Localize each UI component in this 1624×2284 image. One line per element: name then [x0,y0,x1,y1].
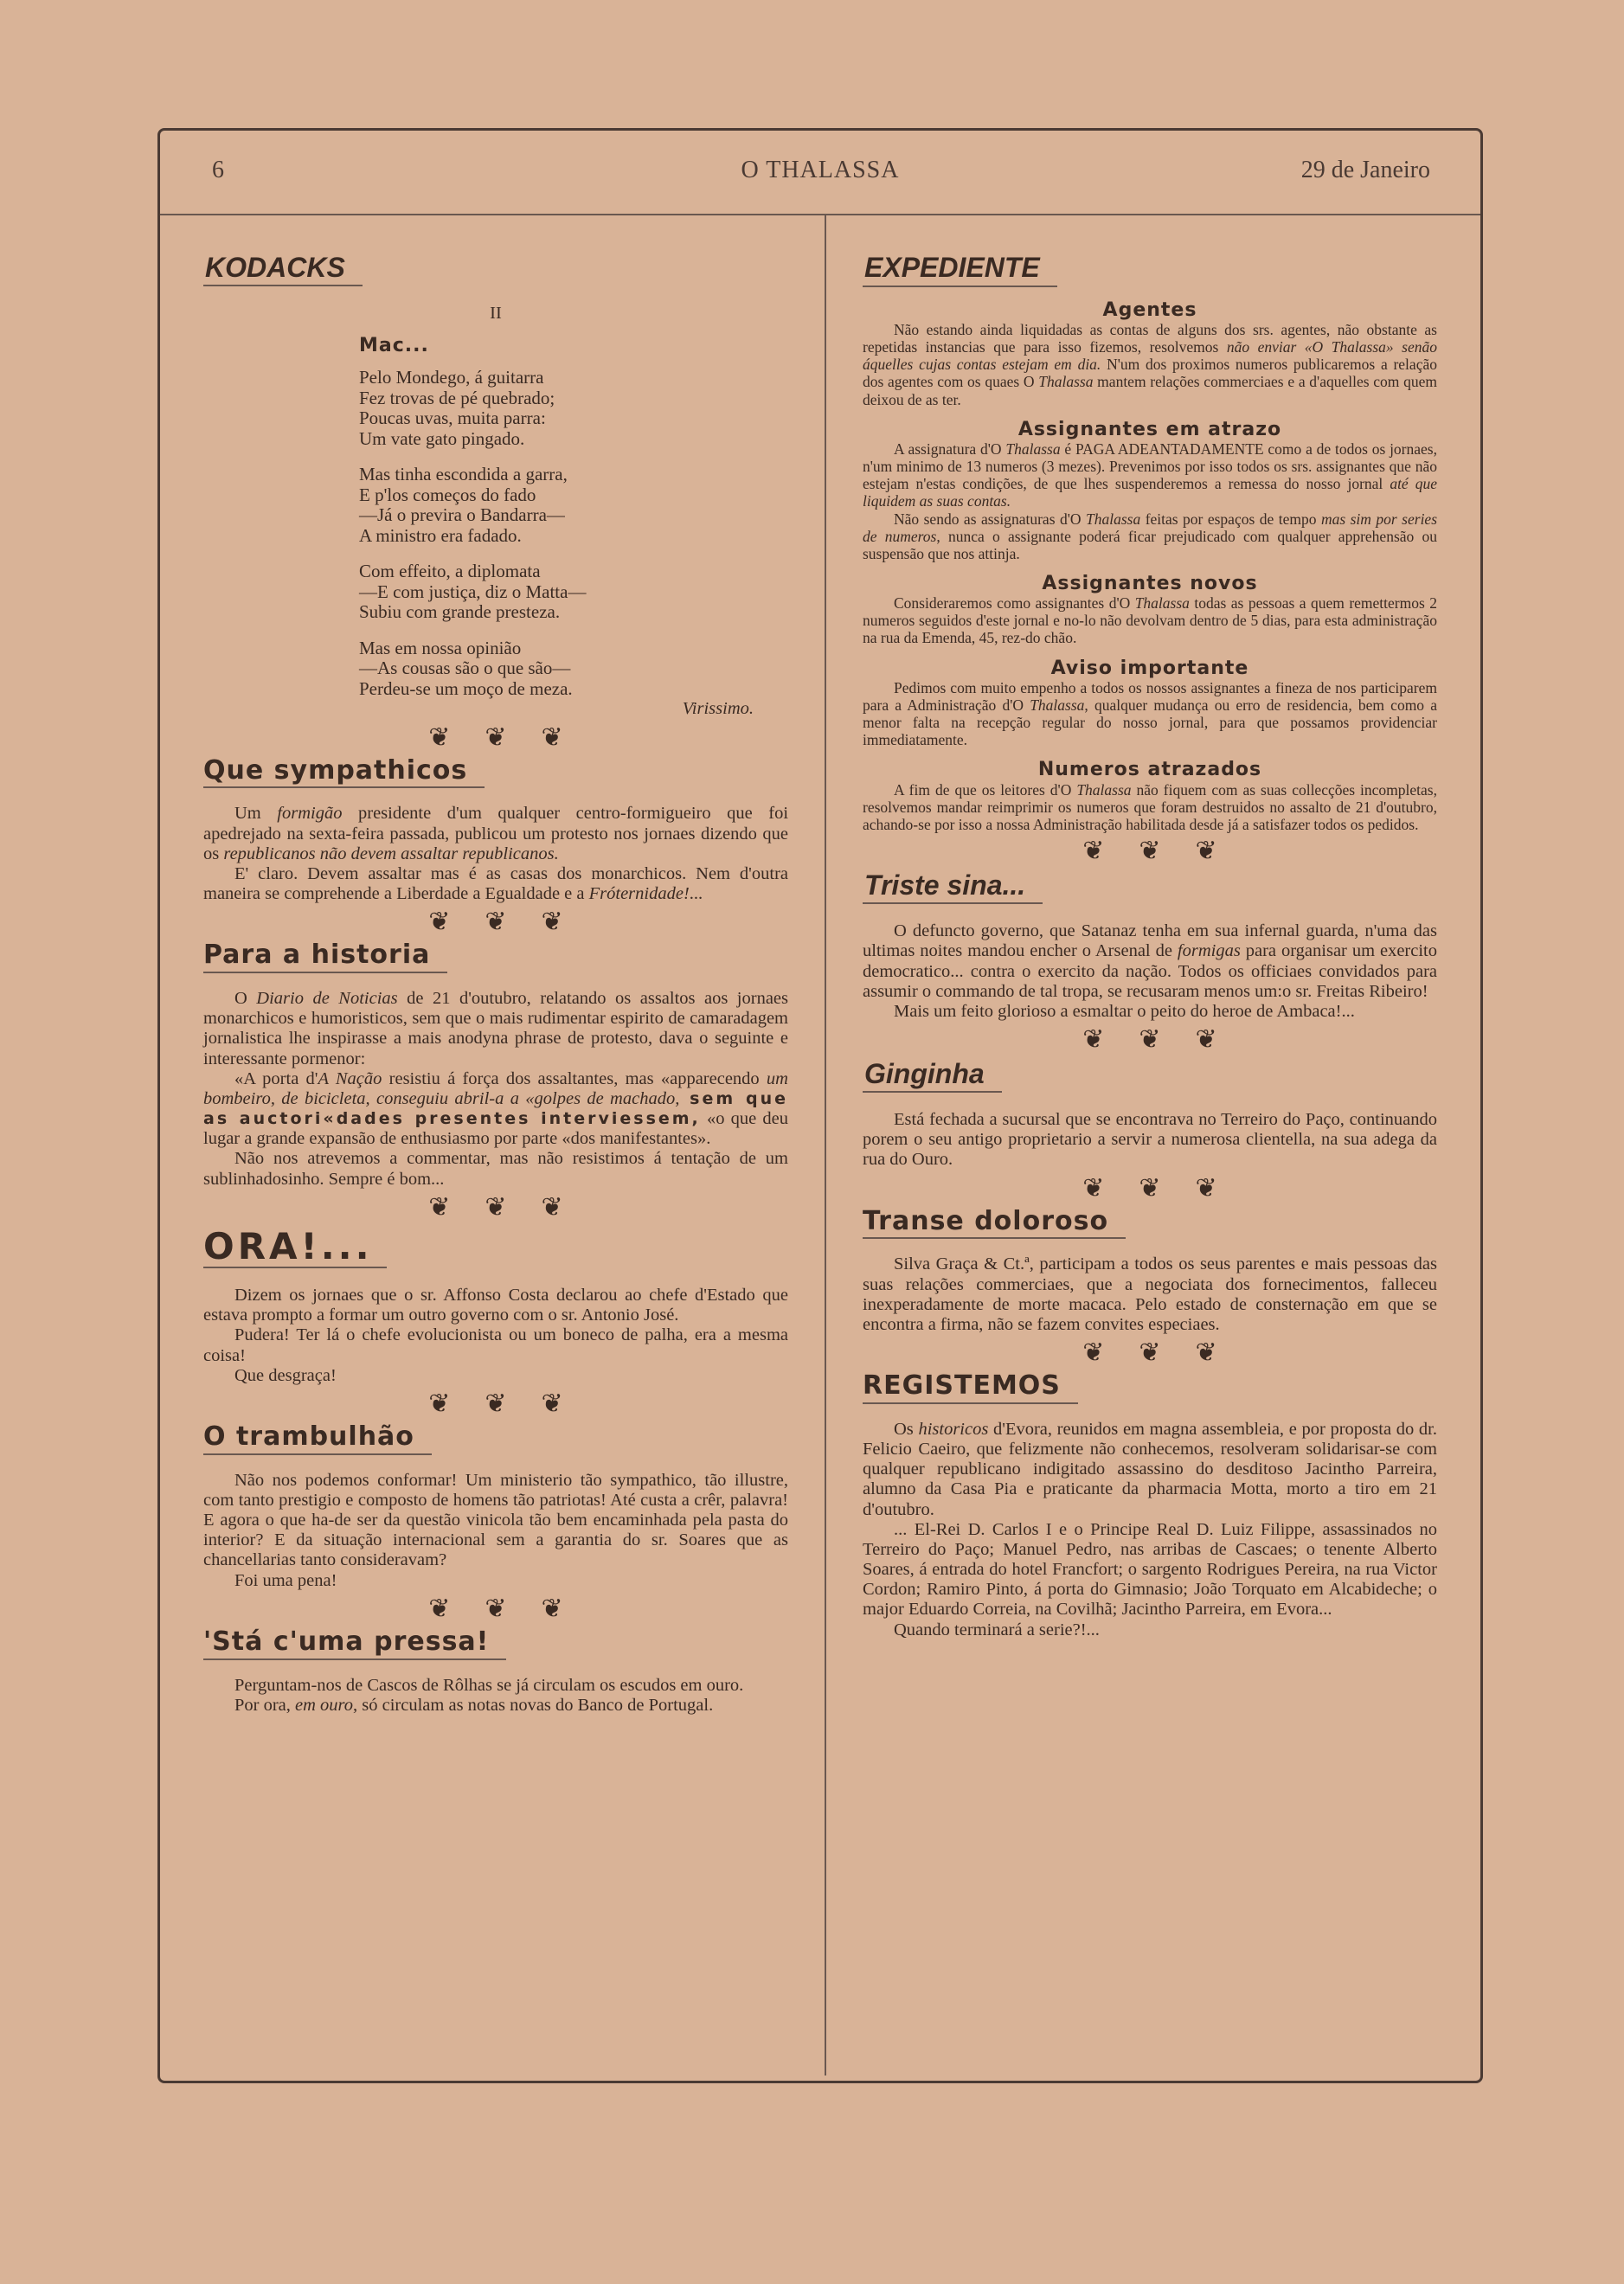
heading-ginginha: Ginginha [863,1058,1002,1093]
subheading-numeros-atrazados: Numeros atrazados [1037,759,1262,781]
verse-line: E p'los começos do fado [359,484,536,505]
heading-triste-sina: Triste sina... [863,869,1043,904]
paragraph: «A porta d'A Nação resistiu á força dos assaltantes, mas «apparecendo um bombeiro, de bicicleta, conseguiu abril-a a «golpes de machado, sem que as auctori«dades presentes interviessem, «o que deu lugar a grande expansão de enthusiasmo por parte «dos manifestantes». [203,1068,788,1149]
ornament-divider: ❦❦❦ [428,1389,598,1418]
verse-line: Mas em nossa opinião [359,637,522,658]
page-header [160,131,1480,215]
heading-que-sympathicos: Que sympathicos [203,756,485,789]
verse-line: Mas tinha escondida a garra, [359,464,568,485]
verse-line: Fez trovas de pé quebrado; [359,387,555,408]
verse-line: Perdeu-se um moço de meza. [359,677,573,699]
poem-subtitle: Mac... [359,335,429,357]
heading-transe-doloroso: Transe doloroso [863,1207,1126,1240]
verse-line: Subiu com grande presteza. [359,601,561,623]
paragraph: Não nos atrevemos a commentar, mas não resistimos á tentação de um sublinhadosinho. Sempre é bom... [203,1149,788,1189]
subheading-assignantes-novos: Assignantes novos [1042,572,1258,594]
verse-line: —As cousas são o que são— [359,658,571,679]
paragraph: Um formigão presidente d'um qualquer centro-formigueiro que foi apedrejado na sexta-feira passada, publicou um protesto nos jornaes dizendo que os republicanos não devem assaltar republicanos. [203,804,789,863]
paragraph: O defuncto governo, que Satanaz tenha em sua infernal guarda, n'uma das ultimas noites mandou encher o Arsenal de formigas para organisar um exercito democratico... contra o exercito da nação. Todos os officiaes convidados para assumir o commando de tal tropa, se recusaram menos um:o sr. Freitas Ribeiro! [863,921,1437,1001]
paragraph: Não nos podemos conformar! Um ministerio tão sympathico, tão illustre, com tanto prestigio e composto de homens tão patriotas! Até custa a crêr, palavra! E agora o que ha-de ser da questão vinicola tão bem encaminhada pela pasta do interior? E da situação internacional sem a garantia do sr. Soares que as chancellarias tanto consideravam? [203,1470,788,1570]
heading-ora: ORA!... [203,1226,387,1268]
heading-sta-cuma-pressa: 'Stá c'uma pressa! [203,1627,506,1660]
paragraph: Silva Graça & Ct.ª, participam a todos os seus parentes e mais pessoas das suas relações commerciaes, que a negociata dos fornecimentos, falleceu inexperadamente de morte macaca. Pelo estado de consternação em que se encontra a firma, não se fazem convites especiaes. [863,1254,1437,1334]
paragraph: Não sendo as assignaturas d'O Thalassa feitas por espaços de tempo mas sim por series de numeros, nunca o assignante poderá ficar prejudicado com qualquer apprehensão ou suspensão que nos attinja. [863,510,1438,562]
paragraph: Foi uma pena! [234,1570,337,1590]
paragraph: Que desgraça! [234,1365,337,1385]
heading-kodacks: KODACKS [203,252,363,286]
paragraph: A fim de que os leitores d'O Thalassa não fiquem com as suas collecções incompletas, resolvemos mandar reimprimir os numeros que foram destruidos no assalto de 21 d'outubro, achando-se por isso a nossa Administração habilitada desde já a satisfazer todos os pedidos. [863,780,1437,833]
subheading-agentes: Agentes [1102,298,1197,321]
ornament-divider: ❦❦❦ [1082,1024,1252,1054]
paragraph: Quando terminará a serie?!... [894,1620,1100,1639]
subheading-assignantes-em-atrazo: Assignantes em atrazo [1017,418,1282,440]
paragraph: Dizem os jornaes que o sr. Affonso Costa declarou ao chefe d'Estado que estava prompto a formar um outro governo com o sr. Antonio José. [203,1286,788,1325]
paragraph: Está fechada a sucursal que se encontrava no Terreiro do Paço, continuando porem o seu antigo proprietario a servir a numerosa clientella, na sua adega da rua do Ouro. [863,1110,1437,1170]
paragraph: Os historicos d'Evora, reunidos em magna assembleia, e por proposta do dr. Felicio Caeiro, que felizmente não conhecemos, resolveram solidarisar-se com qualquer republicano indigitado assassino do desditoso Jacintho Parreira, alumno da Casa Pia e praticante da pharmacia Motta, morto a tiro em 21 d'outubro. [863,1420,1437,1519]
heading-expediente: EXPEDIENTE [863,252,1057,287]
stanza-1 [359,368,788,449]
paragraph: Mais um feito glorioso a esmaltar o peito do heroe de Ambaca!... [894,1001,1355,1021]
verse-line: A ministro era fadado. [359,524,522,546]
newspaper-title: O THALASSA [741,157,900,183]
poem-signature: Virissimo. [682,699,754,719]
stanza-4 [359,638,788,700]
verse-line: —E com justiça, diz o Matta— [359,581,587,602]
ornament-divider: ❦❦❦ [428,1594,598,1623]
verse-line: Pelo Mondego, á guitarra [359,367,544,388]
ornament-divider: ❦❦❦ [1082,837,1252,866]
paragraph: Consideraremos como assignantes d'O Thalassa todas as pessoas a quem remettermos 2 numeros seguidos d'este jornal e no-lo não devolvam dentro de 5 dias, para esta administração na rua da Emenda, 45, rez-do chão. [863,594,1437,647]
paragraph: E' claro. Devem assaltar mas é as casas dos monarchicos. Nem d'outra maneira se comprehende a Liberdade a Egualdade e a Fróternidade!... [203,863,788,904]
paragraph: Por ora, em ouro, só circulam as notas novas do Banco de Portugal. [234,1695,714,1715]
ornament-divider: ❦❦❦ [428,1192,598,1222]
paragraph: O Diario de Noticias de 21 d'outubro, relatando os assaltos aos jornaes monarchicos e humoristicos, sem que o mais rudimentar espirito de camaradagem jornalistica lhe inspirasse a mais anodyna phrase de protesto, dava o seguinte e interessante pormenor: [203,989,789,1068]
ornament-divider: ❦❦❦ [1082,1173,1252,1203]
ornament-divider: ❦❦❦ [428,908,598,937]
verse-line: —Já o previra o Bandarra— [359,504,565,526]
newspaper-page [157,128,1483,2083]
column-divider [825,214,826,2075]
verse-line: Poucas uvas, muita parra: [359,407,546,429]
verse-line: Um vate gato pingado. [359,427,525,449]
ornament-divider: ❦❦❦ [428,722,598,752]
page-number: 6 [212,157,224,183]
ornament-divider: ❦❦❦ [1082,1338,1252,1368]
verse-line: Com effeito, a diplomata [359,561,541,582]
section-numeral: II [490,304,502,324]
paragraph: Pedimos com muito empenho a todos os nossos assignantes a fineza de nos participarem para a Administração d'O Thalassa, qualquer mudança ou erro de residencia, bem como a menor falta na recepção regular do nosso jornal, para que possamos providenciar immediatamente. [863,678,1437,749]
heading-registemos: REGISTEMOS [863,1371,1078,1404]
paragraph: Não estando ainda liquidadas as contas de alguns dos srs. agentes, não obstante as repetidas instancias que para isso fizemos, resolvemos não enviar «O Thalassa» senão áquelles cujas contas estejam em dia. N'um dos proximos numeros publicaremos a relação dos agentes com os quaes O Thalassa mantem relações commerciaes e a d'aquelles com quem deixou de as ter. [863,321,1438,408]
subheading-aviso-importante: Aviso importante [1050,657,1249,679]
heading-o-trambulhao: O trambulhão [203,1422,432,1455]
heading-para-a-historia: Para a historia [203,940,447,973]
paragraph: Pudera! Ter lá o chefe evolucionista ou um boneco de palha, era a mesma coisa! [203,1325,788,1365]
right-column [863,214,1437,2075]
poem [359,368,788,699]
stanza-3 [359,561,788,623]
left-column [203,214,788,2075]
paragraph: ... El-Rei D. Carlos I e o Principe Real D. Luiz Filippe, assassinados no Terreiro do Paço; Manuel Pedro, nas arribas de Cascaes; o tenente Alberto Soares, á entrada do hotel Francfort; o sargento Rodrigues Pereira, na rua Victor Cordon; Ramiro Pinto, á porta do Gimnasio; João Torquato em Alcabideche; o major Eduardo Correia, na Covilhã; Jacintho Parreira, em Evora... [863,1519,1437,1620]
paragraph: A assignatura d'O Thalassa é PAGA ADEANTADAMENTE como a de todos os jornaes, n'um minimo de 13 numeros (3 mezes). Prevenimos por isso todos os srs. assignantes que não estejam n'estas condições, de que lhes suspenderemos a remessa do nosso jornal até que liquidem as suas contas. [863,440,1437,510]
paragraph: Perguntam-nos de Cascos de Rôlhas se já circulam os escudos em ouro. [234,1675,744,1695]
stanza-2 [359,465,788,546]
issue-date: 29 de Janeiro [1300,157,1430,183]
